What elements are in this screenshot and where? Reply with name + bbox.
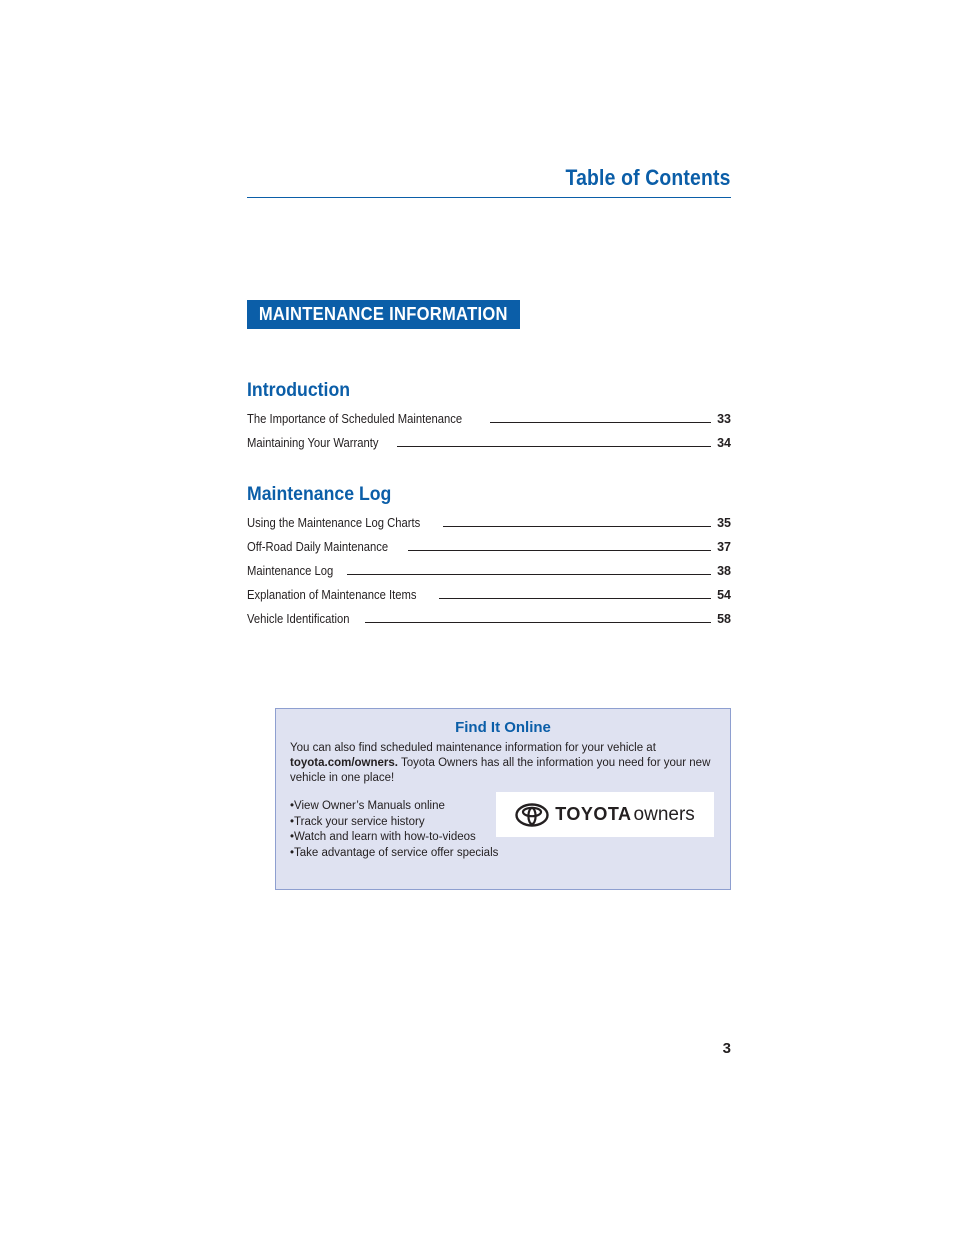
bullet-item: •Watch and learn with how-to-videos — [290, 831, 476, 843]
find-it-online-bullets — [290, 799, 498, 861]
toc-list-maintenance-log — [247, 506, 731, 626]
owners-link[interactable]: toyota.com/owners. — [290, 757, 398, 769]
toc-entry[interactable] — [247, 578, 731, 602]
find-it-online-title: Find It Online — [455, 719, 551, 736]
toc-entry-label: The Importance of Scheduled Maintenance — [247, 412, 463, 426]
toyota-owners-logo — [496, 792, 714, 837]
toc-entry-label: Maintenance Log — [247, 564, 334, 578]
page-title: Table of Contents — [565, 165, 731, 190]
title-rule — [247, 197, 731, 198]
toc-entry[interactable] — [247, 530, 731, 554]
section-banner-label: MAINTENANCE INFORMATION — [259, 304, 508, 324]
toc-entry-page: 37 — [717, 540, 731, 554]
toc-leader-line — [408, 550, 711, 551]
toc-entry-page: 35 — [717, 516, 731, 530]
logo-suffix: owners — [633, 803, 695, 825]
toc-entry[interactable] — [247, 602, 731, 626]
logo-brand: TOYOTA — [555, 804, 632, 824]
toc-entry[interactable] — [247, 554, 731, 578]
bullet-item: •Track your service history — [290, 815, 425, 828]
toc-entry[interactable] — [247, 506, 731, 530]
toc-leader-line — [443, 526, 711, 527]
toc-leader-line — [490, 422, 711, 423]
heading-maintenance-log: Maintenance Log — [247, 484, 392, 505]
find-it-online-intro: You can also find scheduled maintenance information for your vehicle at — [290, 742, 656, 754]
toc-entry-label: Explanation of Maintenance Items — [247, 588, 417, 602]
section-banner — [247, 300, 520, 329]
bullet-item: •View Owner’s Manuals online — [290, 800, 445, 812]
toyota-emblem-icon — [515, 803, 549, 827]
toc-entry-label: Off-Road Daily Maintenance — [247, 540, 389, 554]
toc-leader-line — [347, 574, 711, 575]
heading-introduction: Introduction — [247, 380, 351, 401]
toc-leader-line — [365, 622, 711, 623]
find-it-online-box — [275, 708, 731, 890]
toc-entry-page: 34 — [717, 436, 731, 450]
toc-entry-label: Using the Maintenance Log Charts — [247, 516, 421, 530]
toc-entry-page: 38 — [717, 564, 731, 578]
toc-list-introduction — [247, 402, 731, 450]
toc-entry-page: 58 — [717, 612, 731, 626]
bullet-item: •Take advantage of service offer specials — [290, 846, 499, 859]
toc-entry[interactable] — [247, 402, 731, 426]
toc-entry-label: Vehicle Identification — [247, 612, 350, 626]
find-it-online-text — [290, 741, 720, 786]
toc-entry-page: 54 — [717, 588, 731, 602]
toc-leader-line — [397, 446, 711, 447]
find-it-online-rest: Toyota Owners has all the information you need for your new vehicle in one place! — [290, 757, 711, 784]
toc-leader-line — [439, 598, 711, 599]
page-number: 3 — [722, 1040, 731, 1057]
toc-entry-page: 33 — [717, 412, 731, 426]
toc-entry-label: Maintaining Your Warranty — [247, 436, 379, 450]
toc-entry[interactable] — [247, 426, 731, 450]
